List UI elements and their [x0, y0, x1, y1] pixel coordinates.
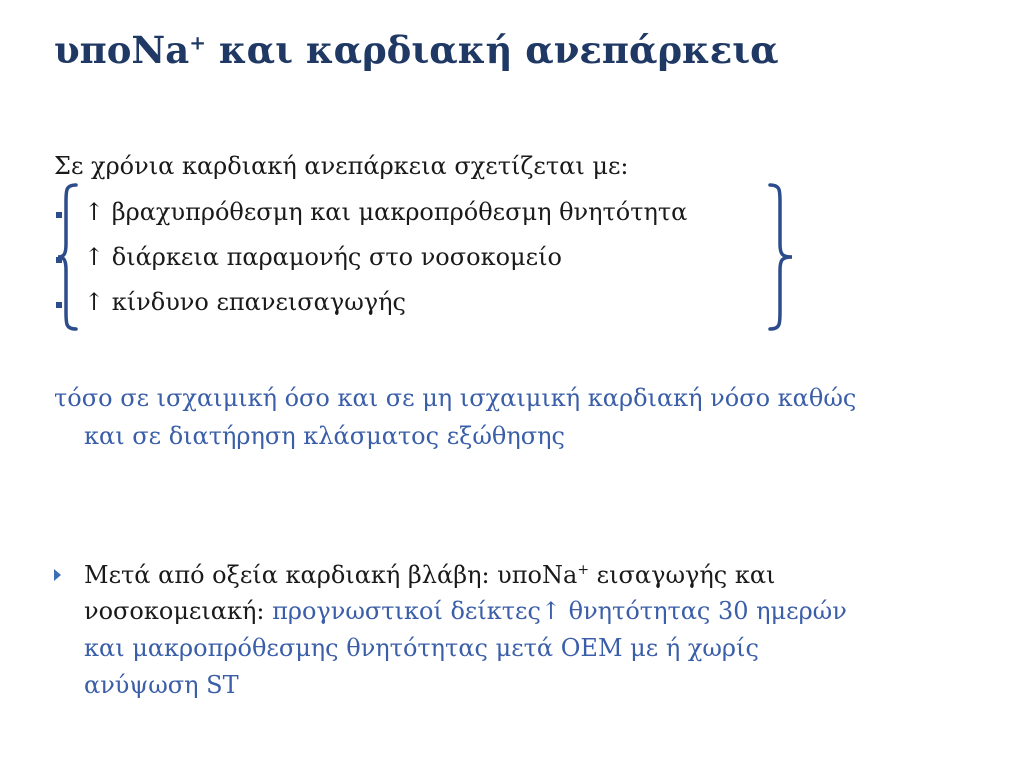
title-main: υποNa [54, 28, 190, 72]
chronic-item-hospital-stay: ↑ διάρκεια παραμονής στο νοσοκομείο [84, 243, 562, 271]
chronic-item-readmission: ↑ κίνδυνο επανεισαγωγής [84, 288, 406, 316]
acute-line-1-part-a: Μετά από οξεία καρδιακή βλάβη: υποNa [84, 561, 578, 589]
acute-line-2-black: νοσοκομειακή: [84, 597, 273, 625]
acute-line-2 [84, 597, 847, 625]
left-brace [56, 182, 82, 332]
title-rest: και καρδιακή ανεπάρκεια [206, 28, 779, 72]
slide-title [54, 28, 779, 72]
acute-line-4: ανύψωση ST [84, 671, 239, 699]
chronic-item-mortality: ↑ βραχυπρόθεσμη και μακροπρόθεσμη θνητότητα [84, 198, 688, 226]
context-line-1: τόσο σε ισχαιμική όσο και σε μη ισχαιμική καρδιακή νόσο καθώς [54, 384, 857, 412]
arrow-bullet-icon [54, 569, 61, 581]
acute-line-1 [84, 561, 775, 589]
chronic-intro: Σε χρόνια καρδιακή ανεπάρκεια σχετίζεται με: [54, 152, 629, 180]
acute-line-2-blue: προγνωστικοί δείκτες↑ θνητότητας 30 ημερών [272, 597, 847, 625]
context-line-2: και σε διατήρηση κλάσματος εξώθησης [84, 422, 565, 450]
acute-line-1-part-b: εισαγωγής και [589, 561, 776, 589]
acute-superscript: + [577, 562, 590, 578]
acute-line-3: και μακροπρόθεσμης θνητότητας μετά ΟΕΜ με ή χωρίς [84, 634, 759, 662]
title-superscript: + [189, 30, 206, 55]
right-brace [766, 182, 800, 332]
